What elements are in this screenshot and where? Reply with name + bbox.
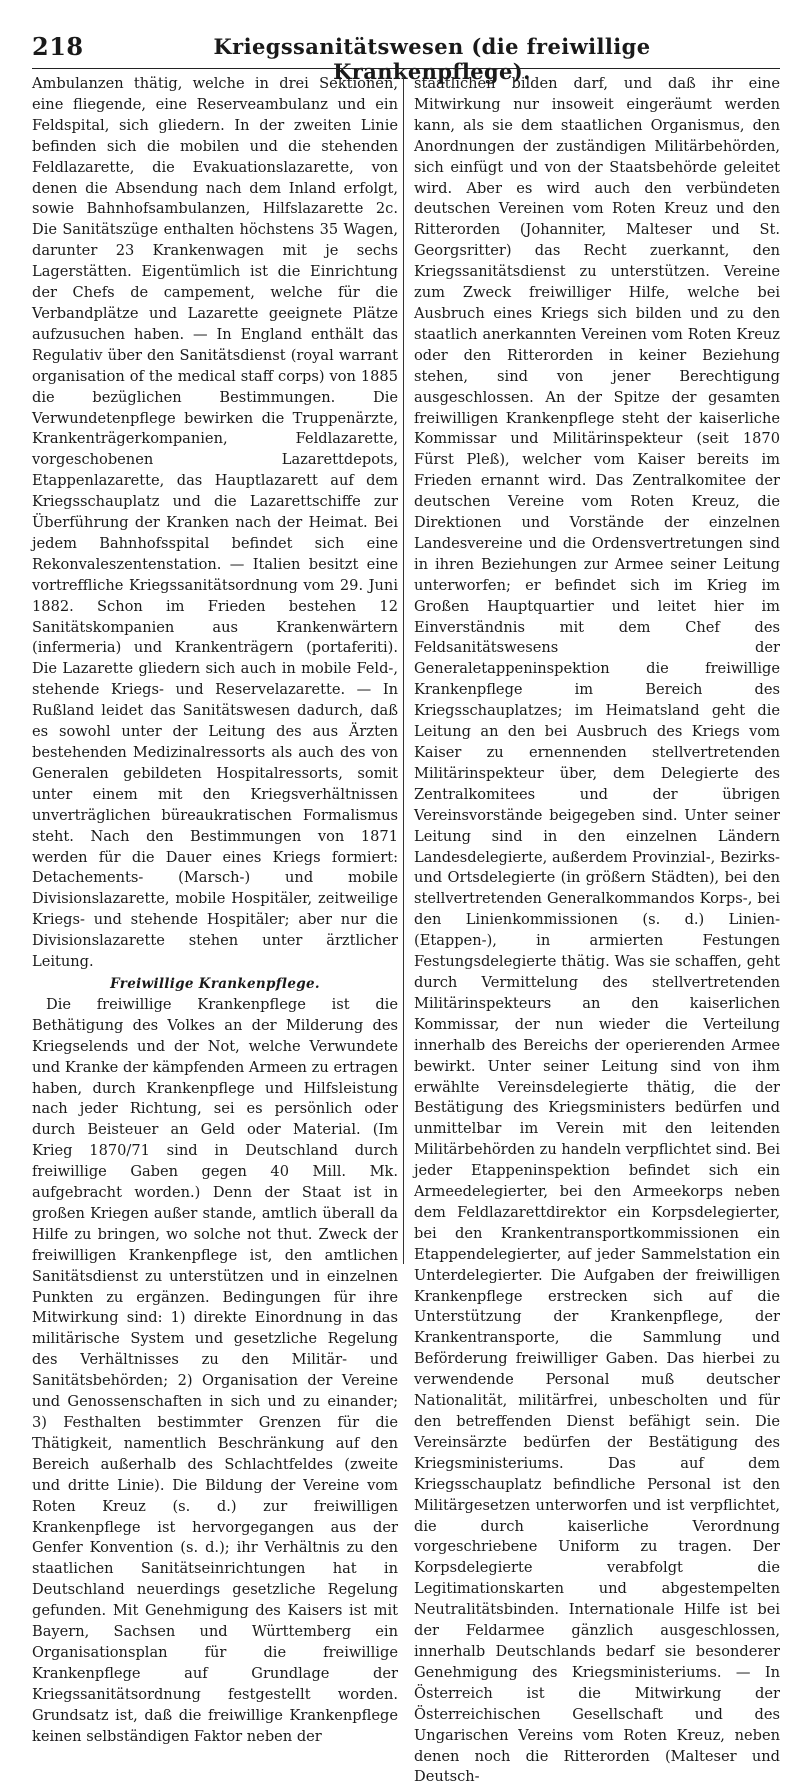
running-title: Kriegssanitätswesen (die freiwillige Krankenpflege). bbox=[213, 34, 651, 84]
page-number: 218 bbox=[32, 32, 84, 61]
column-divider bbox=[403, 74, 404, 1264]
right-paragraph-1: staatlichen bilden darf, und daß ihr eine Mitwirkung nur insoweit eingeräumt werden kann, als sie dem staatlichen Organismus, den Anordnungen der zuständigen Militärbehörden, sich einfügt und von der Staatsbehörde geleitet wird. Aber es wird auch den verbündeten deutschen Vereinen vom Roten Kreuz und den Ritterorden (Johanniter, Malteser und St. Georgsritter) das Recht zuerkannt, den Kriegssanitätsdienst zu unterstützen. Vereine zum Zweck freiwilliger Hilfe, welche bei Ausbruch eines Kriegs sich bilden und zu den staatlich anerkannten Vereinen vom Roten Kreuz oder den Ritterorden in keiner Beziehung stehen, sind von jener Berechtigung ausgeschlossen. An der Spitze der gesamten freiwilligen Krankenpflege steht der kaiserliche Kommissar und Militärinspekteur (seit 1870 Fürst Pleß), welcher vom Kaiser bereits im Frieden ernannt wird. Das Zentralkomitee der deutschen Vereine vom Roten Kreuz, die Direktionen und Vorstände der einzelnen Landesvereine und die Ordensvertretungen sind in ihren Beziehungen zur Armee seiner Leitung unterworfen; er befindet sich im Krieg im Großen Hauptquartier und leitet hier im Einverständnis mit dem Chef des Feldsanitätswesens der Generaletappeninspektion die freiwillige Krankenpflege im Bereich des Kriegsschauplatzes; im Heimatsland geht die Leitung an den bei Ausbruch des Kriegs vom Kaiser zu ernennenden stellvertretenden Militärinspekteur über, dem Delegierte des Zentralkomitees und der übrigen Vereinsvorstände beigegeben sind. Unter seiner Leitung sind in den einzelnen Ländern Landesdelegierte, außerdem Provinzial-, Bezirks- und Ortsdelegierte (in größern Städten), bei den stellvertretenden Generalkommandos Korps-, bei den Linienkommissionen (s. d.) Linien- (Etappen-), in armierten Festungen Festungsdelegierte thätig. Was sie schaffen, geht durch Vermittelung des stellvertretenden Militärinspekteurs an den kaiserlichen Kommissar, der nun wieder die Verteilung innerhalb des Bereichs der operierenden Armee bewirkt. Unter seiner Leitung sind von ihm erwählte Vereinsdelegierte thätig, die der Bestätigung des Kriegsministers bedürfen und unmittelbar im Verein mit den leitenden Militärbehörden zu handeln verpflichtet sind. Bei jeder Etappeninspektion befindet sich ein Armeedelegierter, bei den Armeekorps neben dem Feldlazarettdirektor ein Korpsdelegierter, bei den Krankentransportkommissionen ein Etappendelegierter, auf jeder Sammelstation ein Unterdelegierter. Die Aufgaben der freiwilligen Krankenpflege erstrecken sich auf die Unterstützung der Krankenpflege, der Krankentransporte, die Sammlung und Beförderung freiwilliger Gaben. Das hierbei zu verwendende Personal muß deutscher Nationalität, militärfrei, unbescholten und für den betreffenden Dienst befähigt sein. Die Vereinsärzte bedürfen der Bestätigung des Kriegsministeriums. Das auf dem Kriegsschauplatz befindliche Personal ist den Militärgesetzen unterworfen und ist verpflichtet, die durch kaiserliche Verordnung vorgeschriebene Uniform zu tragen. Der Korpsdelegierte verabfolgt die Legitimationskarten und abgestempelten Neutralitätsbinden. Internationale Hilfe ist bei der Feldarmee gänzlich ausgeschlossen, innerhalb Deutschlands bedarf sie besonderer Genehmigung des Kriegsministeriums. — In Österreich ist die Mitwirkung der Österreichischen Gesellschaft und des Ungarischen Vereins vom Roten Kreuz, neben denen noch die Ritterorden (Malteser und Deutsch- bbox=[414, 75, 780, 1786]
left-column bbox=[32, 74, 398, 1748]
header-rule bbox=[32, 68, 780, 69]
left-paragraph-1: Ambulanzen thätig, welche in drei Sektionen, eine fliegende, eine Reserveambulanz und ein Feldspital, sich gliedern. In der zweiten Linie befinden sich die mobilen und die stehenden Feldlazarette, die Evakuationslazarette, von denen die Absendung nach dem Inland erfolgt, sowie Bahnhofsambulanzen, Hilfslazarette 2c. Die Sanitätszüge enthalten höchstens 35 Wagen, darunter 23 Krankenwagen mit je sechs Lagerstätten. Eigentümlich ist die Einrichtung der Chefs de campement, welche für die Verbandplätze und Lazarette geeignete Plätze aufzusuchen haben. — In England enthält das Regulativ über den Sanitätsdienst (royal warrant organisation of the medical staff corps) von 1885 die bezüglichen Bestimmungen. Die Verwundetenpflege bewirken die Truppenärzte, Krankenträgerkompanien, Feldlazarette, vorgeschobenen Lazarettdepots, Etappenlazarette, das Hauptlazarett auf dem Kriegsschauplatz und die Lazarettschiffe zur Überführung der Kranken nach der Heimat. Bei jedem Bahnhofsspital befindet sich eine Rekonvaleszentenstation. — Italien besitzt eine vortreffliche Kriegssanitätsordnung vom 29. Juni 1882. Schon im Frieden bestehen 12 Sanitätskompanien aus Krankenwärtern (infermeria) und Krankenträgern (portaferiti). Die Lazarette gliedern sich auch in mobile Feld-, stehende Kriegs- und Reservelazarette. — In Rußland leidet das Sanitätswesen dadurch, daß es sowohl unter der Leitung des aus Ärzten bestehenden Medizinalressorts als auch des von Generalen gebildeten Hospitalressorts, somit unter einem mit den Kriegsverhältnissen unverträglichen büreaukratischen Formalismus steht. Nach den Bestimmungen von 1871 werden für die Dauer eines Kriegs formiert: Detachements- (Marsch-) und mobile Divisionslazarette, mobile Hospitäler, zeitweilige Kriegs- und stehende Hospitäler; aber nur die Divisionslazarette stehen unter ärztlicher Leitung. bbox=[32, 75, 398, 971]
dictionary-page bbox=[22, 22, 780, 1786]
right-column bbox=[414, 74, 780, 1788]
page-header bbox=[22, 28, 780, 84]
section-heading: Freiwillige Krankenpflege. bbox=[110, 975, 320, 992]
left-paragraph-2: Die freiwillige Krankenpflege ist die Bethätigung des Volkes an der Milderung des Kriegselends und der Not, welche Verwundete und Kranke der kämpfenden Armeen zu ertragen haben, durch Krankenpflege und Hilfsleistung nach jeder Richtung, sei es persönlich oder durch Beisteuer an Geld oder Material. (Im Krieg 1870/71 sind in Deutschland durch freiwillige Gaben gegen 40 Mill. Mk. aufgebracht worden.) Denn der Staat ist in großen Kriegen außer stande, amtlich überall da Hilfe zu bringen, wo solche not thut. Zweck der freiwilligen Krankenpflege ist, den amtlichen Sanitätsdienst zu unterstützen und in einzelnen Punkten zu ergänzen. Bedingungen für ihre Mitwirkung sind: 1) direkte Einordnung in das militärische System und gesetzliche Regelung des Verhältnisses zu den Militär- und Sanitätsbehörden; 2) Organisation der Vereine und Genossenschaften in sich und zu einander; 3) Festhalten bestimmter Grenzen für die Thätigkeit, namentlich Beschränkung auf den Bereich außerhalb des Schlachtfeldes (zweite und dritte Linie). Die Bildung der Vereine vom Roten Kreuz (s. d.) zur freiwilligen Krankenpflege ist hervorgegangen aus der Genfer Konvention (s. d.); ihr Verhältnis zu den staatlichen Sanitätseinrichtungen hat in Deutschland neuerdings gesetzliche Regelung gefunden. Mit Genehmigung des Kaisers ist mit Bayern, Sachsen und Württemberg ein Organisationsplan für die freiwillige Krankenpflege auf Grundlage der Kriegssanitätsordnung festgestellt worden. Grundsatz ist, daß die freiwillige Krankenpflege keinen selbständigen Faktor neben der bbox=[32, 995, 398, 1745]
